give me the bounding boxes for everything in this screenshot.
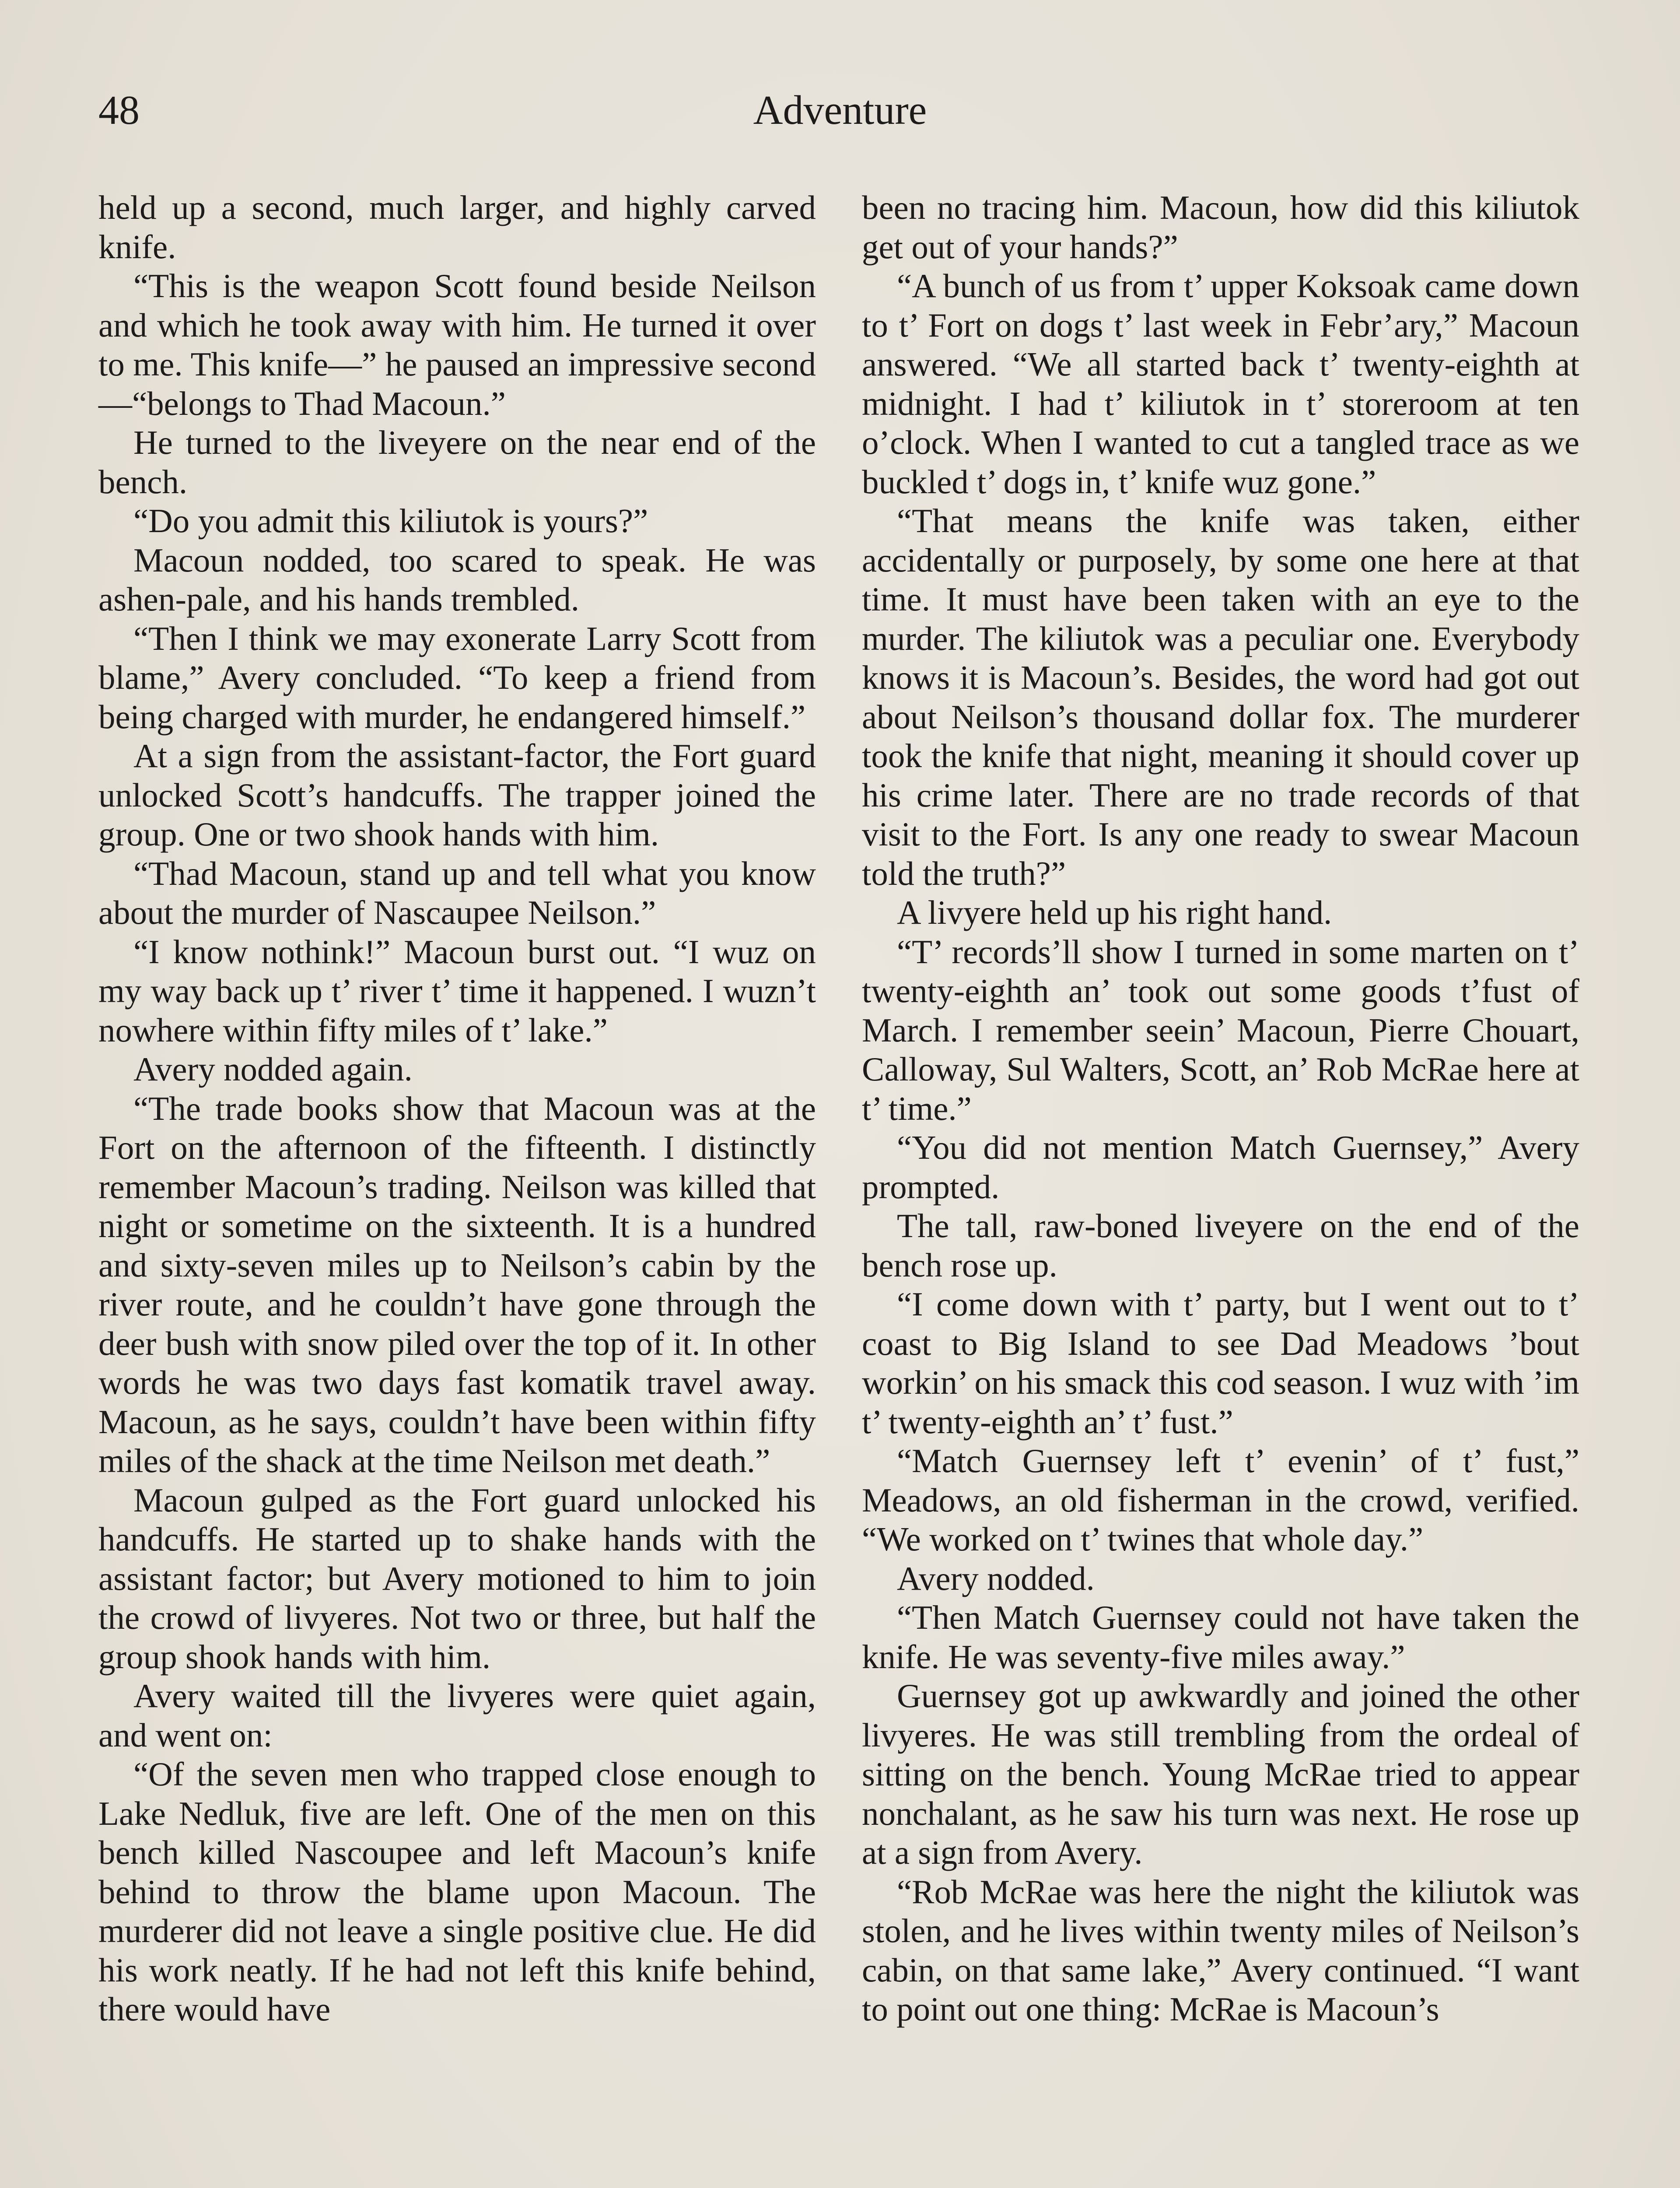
paragraph: “Do you admit this kiliutok is yours?” [133,502,648,540]
page-number: 48 [98,88,140,133]
left-column [98,188,816,2029]
paragraph: “Rob McRae was here the night the kiliutok was stolen, and he lives within twenty miles of Neilson’s cabin, on that same lake,” Avery continued. “I want to point out one thing: McRae is Macoun’s [862,1872,1579,2028]
paragraph: Avery nodded. [897,1559,1095,1597]
paragraph: A livyere held up his right hand. [897,894,1332,931]
paragraph: Macoun nodded, too scared to speak. He was ashen-pale, and his hands trembled. [98,541,816,618]
paragraph: “I know nothink!” Macoun burst out. “I wuz on my way back up t’ river t’ time it happened. I wuzn’t nowhere within fifty miles of t’ lake.” [98,933,816,1049]
paragraph: Macoun gulped as the Fort guard unlocked his handcuffs. He started up to shake hands with the assistant factor; but Avery motioned to him to join the crowd of livyeres. Not two or three, but half the group shook hands with him. [98,1481,816,1676]
paragraph: Guernsey got up awkwardly and joined the other livyeres. He was still trembling from the ordeal of sitting on the bench. Young McRae tried to appear nonchalant, as he saw his turn was next. He rose up at a sign from Avery. [862,1677,1579,1871]
running-title: Adventure [753,88,927,133]
paragraph: “Thad Macoun, stand up and tell what you know about the murder of Nascaupee Neilson.” [98,854,816,931]
paragraph: “T’ records’ll show I turned in some marten on t’ twenty-eighth an’ took out some goods t’fust of March. I remember seein’ Macoun, Pierre Chouart, Calloway, Sul Walters, Scott, an’ Rob McRae here at t’ time.” [862,933,1579,1127]
paragraph: “This is the weapon Scott found beside Neilson and which he took away with him. He turned it over to me. This knife—” he paused an impressive second—“belongs to Thad Macoun.” [98,267,816,422]
paragraph: He turned to the liveyere on the near end of the bench. [98,424,816,501]
paragraph: The tall, raw-boned liveyere on the end of the bench rose up. [862,1207,1579,1284]
paragraph: “Match Guernsey left t’ evenin’ of t’ fust,” Meadows, an old fisherman in the crowd, verified. “We worked on t’ twines that whole day.” [862,1442,1579,1558]
paragraph: “The trade books show that Macoun was at the Fort on the afternoon of the fifteenth. I distinctly remember Macoun’s trading. Neilson was killed that night or sometime on the sixteenth. It is a hundred and sixty-seven miles up to Neilson’s cabin by the river route, and he couldn’t have gone through the deer bush with snow piled over the top of it. In other words he was two days fast komatik travel away. Macoun, as he says, couldn’t have been within fifty miles of the shack at the time Neilson met death.” [98,1089,816,1480]
right-column [862,188,1579,2029]
paragraph: “A bunch of us from t’ upper Koksoak came down to t’ Fort on dogs t’ last week in Febr’ary,” Macoun answered. “We all started back t’ twenty-eighth at midnight. I had t’ kiliutok in t’ storeroom at ten o’clock. When I wanted to cut a tangled trace as we buckled t’ dogs in, t’ knife wuz gone.” [862,267,1579,501]
paragraph: Avery waited till the livyeres were quiet again, and went on: [98,1677,816,1754]
paragraph: been no tracing him. Macoun, how did this kiliutok get out of your hands?” [862,189,1579,266]
paragraph: “Of the seven men who trapped close enough to Lake Nedluk, five are left. One of the men on this bench killed Nascoupee and left Macoun’s knife behind to throw the blame upon Macoun. The murderer did not leave a single positive clue. He did his work neatly. If he had not left this knife behind, there would have [98,1755,816,2028]
paragraph: held up a second, much larger, and highly carved knife. [98,189,816,266]
paragraph: “Then Match Guernsey could not have taken the knife. He was seventy-five miles away.” [862,1599,1579,1676]
paragraph: “I come down with t’ party, but I went out to t’ coast to Big Island to see Dad Meadows ’bout workin’ on his smack this cod season. I wuz with ’im t’ twenty-eighth an’ t’ fust.” [862,1285,1579,1441]
paragraph: At a sign from the assistant-factor, the Fort guard unlocked Scott’s handcuffs. The trapper joined the group. One or two shook hands with him. [98,737,816,853]
paragraph: “That means the knife was taken, either accidentally or purposely, by some one here at that time. It must have been taken with an eye to the murder. The kiliutok was a peculiar one. Everybody knows it is Macoun’s. Besides, the word had got out about Neilson’s thousand dollar fox. The murderer took the knife that night, meaning it should cover up his crime later. There are no trade records of that visit to the Fort. Is any one ready to swear Macoun told the truth?” [862,502,1579,892]
paragraph: Avery nodded again. [133,1050,413,1088]
paragraph: “You did not mention Match Guernsey,” Avery prompted. [862,1129,1579,1206]
paragraph: “Then I think we may exonerate Larry Scott from blame,” Avery concluded. “To keep a friend from being charged with murder, he endangered himself.” [98,619,816,736]
